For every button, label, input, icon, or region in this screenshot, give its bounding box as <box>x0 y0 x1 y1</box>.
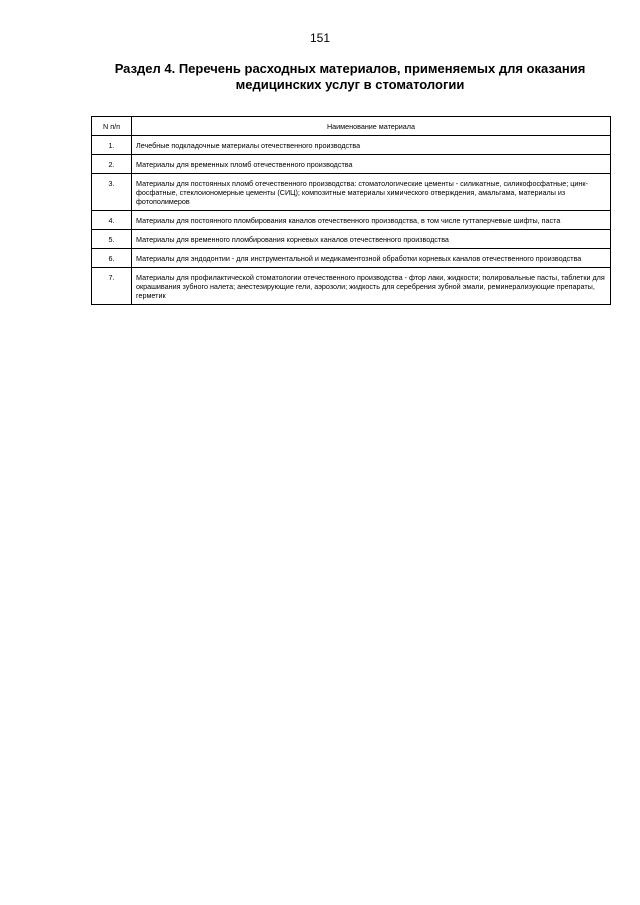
row-number: 5. <box>92 230 132 249</box>
header-number: N п/п <box>92 117 132 136</box>
page-number: 151 <box>309 31 331 45</box>
table-row <box>92 249 611 268</box>
row-number: 3. <box>92 174 132 211</box>
header-name: Наименование материала <box>132 117 611 136</box>
materials-table <box>91 116 611 305</box>
table-header-row <box>92 117 611 136</box>
table-row <box>92 136 611 155</box>
row-name: Материалы для эндодонтии - для инструментальной и медикаментозной обработки корневых каналов отечественного производства <box>132 249 611 268</box>
table-row <box>92 230 611 249</box>
row-number: 1. <box>92 136 132 155</box>
row-number: 7. <box>92 268 132 305</box>
table-row <box>92 268 611 305</box>
table-row <box>92 155 611 174</box>
row-name: Материалы для временного пломбирования корневых каналов отечественного производства <box>132 230 611 249</box>
table-row <box>92 211 611 230</box>
section-title: Раздел 4. Перечень расходных материалов, применяемых для оказания медицинских услуг в стоматологии <box>114 61 586 92</box>
table-row <box>92 174 611 211</box>
row-number: 6. <box>92 249 132 268</box>
row-name: Материалы для постоянного пломбирования каналов отечественного производства, в том числе гуттаперчевые шифты, паста <box>132 211 611 230</box>
row-name: Лечебные подкладочные материалы отечественного производства <box>132 136 611 155</box>
row-name: Материалы для временных пломб отечественного производства <box>132 155 611 174</box>
row-number: 2. <box>92 155 132 174</box>
row-name: Материалы для постоянных пломб отечественного производства: стоматологические цементы - силикатные, силикофосфатные; цинк-фосфатные, стеклоиономерные цементы (СИЦ); композитные материалы химического отверждения, амальгама, материалы из фотополимеров <box>132 174 611 211</box>
row-name: Материалы для профилактической стоматологии отечественного производства - фтор лаки, жидкости; полировальные пасты, таблетки для окрашивания зубного налета; анестезирующие гели, аэрозоли; жидкость для серебрения зубной эмали, реминерализующие препараты, герметик <box>132 268 611 305</box>
row-number: 4. <box>92 211 132 230</box>
